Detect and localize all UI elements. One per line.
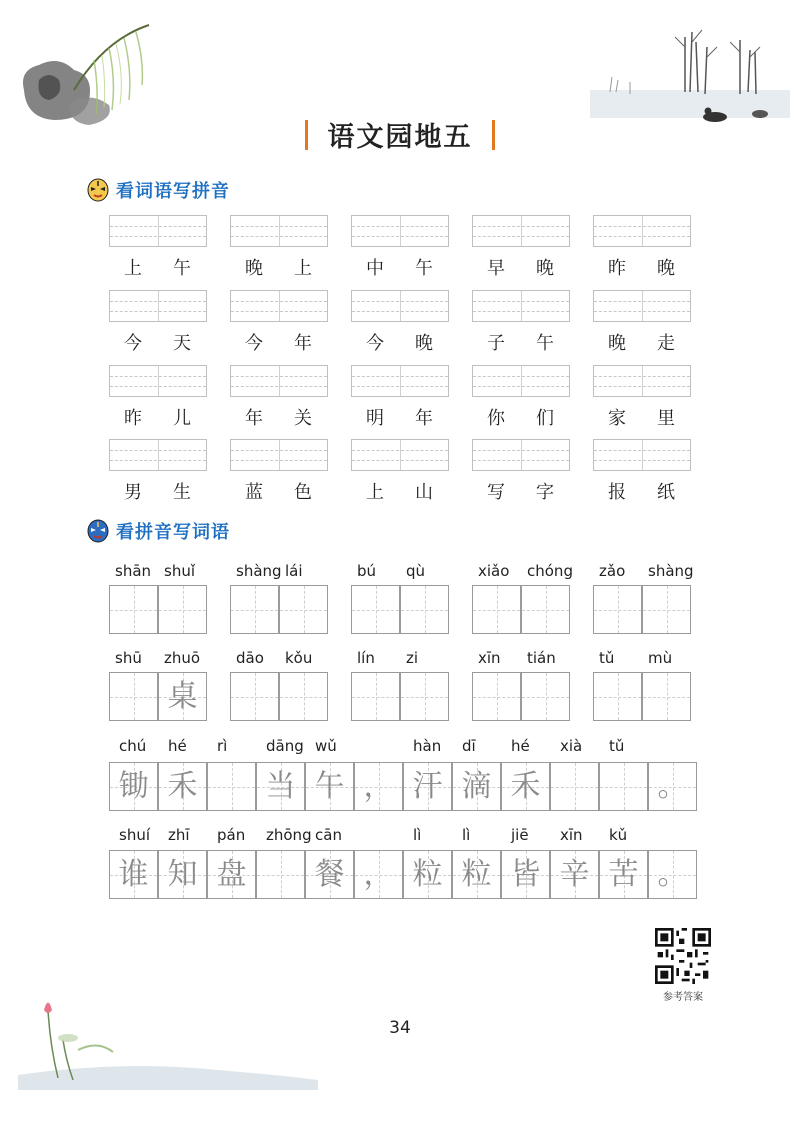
- tian-zi-ge-cell[interactable]: [109, 585, 158, 634]
- pinyin-label: mù: [648, 649, 673, 667]
- written-character: [352, 586, 399, 633]
- word-character: 里: [657, 408, 675, 429]
- word-character: 晚: [608, 333, 626, 354]
- tian-zi-ge-cell[interactable]: [400, 672, 449, 721]
- poem-pinyin: zhōng: [266, 826, 312, 844]
- written-character: [643, 673, 690, 720]
- poem-pinyin: jiē: [511, 826, 529, 844]
- poem-cell[interactable]: [207, 762, 256, 811]
- poem-cell[interactable]: [403, 762, 452, 811]
- poem-cell[interactable]: [256, 850, 305, 899]
- qr-label: 参考答案: [663, 992, 703, 1003]
- poem-pinyin: wǔ: [315, 737, 337, 755]
- poem-pinyin: pán: [217, 826, 246, 844]
- section2-title: 看拼音写词语: [116, 522, 230, 543]
- title-left-bar: [305, 120, 308, 150]
- pinyin-writing-box[interactable]: [230, 439, 328, 471]
- pinyin-label: shū: [115, 649, 142, 667]
- poem-character: [600, 763, 647, 810]
- poem-character: [257, 851, 304, 898]
- pinyin-label: zi: [406, 649, 419, 667]
- pinyin-label: xiǎo: [478, 562, 510, 580]
- poem-cell[interactable]: [158, 850, 207, 899]
- tian-zi-ge-cell[interactable]: [521, 585, 570, 634]
- word-character: 年: [415, 408, 433, 429]
- pinyin-label: lái: [285, 562, 303, 580]
- written-character: [401, 586, 448, 633]
- written-character: [643, 586, 690, 633]
- tian-zi-ge-cell[interactable]: [593, 585, 642, 634]
- written-character: [231, 586, 278, 633]
- word-character: 们: [536, 408, 554, 429]
- poem-cell[interactable]: [207, 850, 256, 899]
- pinyin-writing-box[interactable]: [351, 290, 449, 322]
- poem-cell[interactable]: [305, 762, 354, 811]
- section2-heading: [86, 516, 230, 546]
- poem-pinyin: hé: [168, 737, 187, 755]
- poem-character: ，: [363, 857, 394, 892]
- word-character: 子: [487, 333, 505, 354]
- word-character: 儿: [173, 408, 191, 429]
- pinyin-writing-box[interactable]: [593, 215, 691, 247]
- pinyin-label: shàng: [648, 562, 694, 580]
- word-character: 关: [294, 408, 312, 429]
- pinyin-writing-box[interactable]: [472, 365, 570, 397]
- tian-zi-ge-cell[interactable]: [230, 585, 279, 634]
- poem-cell[interactable]: [599, 762, 648, 811]
- poem-cell[interactable]: [354, 850, 403, 899]
- word-character: 色: [294, 482, 312, 503]
- pinyin-label: chóng: [527, 562, 573, 580]
- poem-character: ，: [363, 769, 394, 804]
- pinyin-writing-box[interactable]: [230, 215, 328, 247]
- poem-cell[interactable]: [305, 850, 354, 899]
- pinyin-label: tǔ: [599, 649, 615, 667]
- written-character: [594, 586, 641, 633]
- pinyin-label: tián: [527, 649, 556, 667]
- written-character: [594, 673, 641, 720]
- pinyin-writing-box[interactable]: [472, 439, 570, 471]
- word-character: 晚: [657, 258, 675, 279]
- pinyin-writing-box[interactable]: [109, 365, 207, 397]
- opera-mask-icon: [86, 178, 110, 202]
- poem-cell[interactable]: [403, 850, 452, 899]
- pinyin-writing-box[interactable]: [472, 290, 570, 322]
- lotus-illustration: [18, 990, 318, 1090]
- word-character: 昨: [124, 408, 142, 429]
- pinyin-label: bú: [357, 562, 377, 580]
- written-character: [280, 673, 327, 720]
- poem-character: [208, 763, 255, 810]
- tian-zi-ge-cell[interactable]: [279, 672, 328, 721]
- word-character: 生: [173, 482, 191, 503]
- poem-pinyin: lì: [462, 826, 471, 844]
- pinyin-writing-box[interactable]: [593, 290, 691, 322]
- page-title-wrap: [0, 115, 800, 154]
- tian-zi-ge-cell[interactable]: [158, 672, 207, 721]
- poem-cell[interactable]: [452, 850, 501, 899]
- written-character: [522, 673, 569, 720]
- written-character: 桌: [167, 679, 198, 714]
- word-character: 今: [245, 333, 263, 354]
- poem-pinyin: kǔ: [609, 826, 628, 844]
- pinyin-label: shān: [115, 562, 152, 580]
- poem-cell[interactable]: [550, 850, 599, 899]
- written-character: [473, 673, 520, 720]
- pinyin-writing-box[interactable]: [472, 215, 570, 247]
- poem-character: 当: [265, 769, 296, 804]
- poem-character: 锄: [118, 769, 149, 804]
- poem-pinyin: dī: [462, 737, 476, 755]
- pinyin-label: kǒu: [285, 649, 313, 667]
- word-character: 午: [415, 258, 433, 279]
- word-character: 上: [124, 258, 142, 279]
- word-character: 年: [294, 333, 312, 354]
- poem-cell[interactable]: [354, 762, 403, 811]
- poem-pinyin: lì: [413, 826, 422, 844]
- poem-pinyin: rì: [217, 737, 228, 755]
- pinyin-writing-box[interactable]: [230, 290, 328, 322]
- poem-pinyin: chú: [119, 737, 147, 755]
- poem-character: 禾: [167, 769, 198, 804]
- pinyin-label: xīn: [478, 649, 501, 667]
- word-character: 昨: [608, 258, 626, 279]
- word-character: 明: [366, 408, 384, 429]
- qr-code[interactable]: [655, 928, 711, 984]
- poem-cell[interactable]: [109, 850, 158, 899]
- poem-pinyin: xià: [560, 737, 583, 755]
- word-character: 午: [173, 258, 191, 279]
- poem-pinyin: hé: [511, 737, 530, 755]
- written-character: [110, 586, 157, 633]
- poem-character: 午: [314, 769, 345, 804]
- poem-character: 禾: [510, 769, 541, 804]
- word-character: 蓝: [245, 482, 263, 503]
- title-right-bar: [492, 120, 495, 150]
- poem-pinyin: shuí: [119, 826, 150, 844]
- word-character: 今: [366, 333, 384, 354]
- pinyin-writing-box[interactable]: [593, 439, 691, 471]
- pinyin-label: zǎo: [599, 562, 626, 580]
- word-character: 年: [245, 408, 263, 429]
- tian-zi-ge-cell[interactable]: [642, 585, 691, 634]
- pinyin-label: qù: [406, 562, 426, 580]
- tian-zi-ge-cell[interactable]: [400, 585, 449, 634]
- poem-cell[interactable]: [501, 762, 550, 811]
- word-character: 纸: [657, 482, 675, 503]
- written-character: [352, 673, 399, 720]
- poem-cell[interactable]: [158, 762, 207, 811]
- pinyin-writing-box[interactable]: [230, 365, 328, 397]
- word-character: 晚: [536, 258, 554, 279]
- word-character: 晚: [415, 333, 433, 354]
- pinyin-writing-box[interactable]: [109, 215, 207, 247]
- word-character: 上: [366, 482, 384, 503]
- tian-zi-ge-cell[interactable]: [351, 672, 400, 721]
- poem-character: 汗: [412, 769, 443, 804]
- word-character: 今: [124, 333, 142, 354]
- word-character: 家: [608, 408, 626, 429]
- word-character: 写: [487, 482, 505, 503]
- page-title: 语文园地五: [327, 122, 473, 153]
- pinyin-label: lín: [357, 649, 375, 667]
- poem-character: [551, 763, 598, 810]
- written-character: [401, 673, 448, 720]
- pinyin-writing-box[interactable]: [593, 365, 691, 397]
- blue-mask-icon: [86, 519, 110, 543]
- poem-character: 滴: [461, 769, 492, 804]
- word-character: 报: [608, 482, 626, 503]
- poem-character: 粒: [412, 857, 443, 892]
- pinyin-label: shuǐ: [164, 562, 195, 580]
- poem-character: 辛: [559, 857, 590, 892]
- poem-pinyin: zhī: [168, 826, 190, 844]
- word-character: 走: [657, 333, 675, 354]
- written-character: [522, 586, 569, 633]
- written-character: [159, 586, 206, 633]
- poem-pinyin: tǔ: [609, 737, 625, 755]
- poem-character: 。: [657, 857, 688, 892]
- tian-zi-ge-cell[interactable]: [230, 672, 279, 721]
- section1-heading: [86, 175, 230, 205]
- poem-cell[interactable]: [452, 762, 501, 811]
- word-character: 天: [173, 333, 191, 354]
- poem-character: 谁: [118, 857, 149, 892]
- poem-cell[interactable]: [256, 762, 305, 811]
- poem-cell[interactable]: [648, 762, 697, 811]
- section1-title: 看词语写拼音: [116, 181, 230, 202]
- page-number: 34: [389, 1018, 411, 1038]
- tian-zi-ge-cell[interactable]: [642, 672, 691, 721]
- poem-cell[interactable]: [599, 850, 648, 899]
- poem-pinyin: cān: [315, 826, 342, 844]
- poem-cell[interactable]: [109, 762, 158, 811]
- word-character: 上: [294, 258, 312, 279]
- word-character: 山: [415, 482, 433, 503]
- word-character: 早: [487, 258, 505, 279]
- pinyin-label: dāo: [236, 649, 264, 667]
- tian-zi-ge-cell[interactable]: [593, 672, 642, 721]
- pinyin-writing-box[interactable]: [351, 439, 449, 471]
- word-character: 男: [124, 482, 142, 503]
- pinyin-writing-box[interactable]: [109, 290, 207, 322]
- pinyin-writing-box[interactable]: [351, 215, 449, 247]
- poem-pinyin: xīn: [560, 826, 583, 844]
- poem-character: 粒: [461, 857, 492, 892]
- word-character: 中: [366, 258, 384, 279]
- tian-zi-ge-cell[interactable]: [109, 672, 158, 721]
- poem-character: 。: [657, 769, 688, 804]
- tian-zi-ge-cell[interactable]: [279, 585, 328, 634]
- word-character: 你: [487, 408, 505, 429]
- tian-zi-ge-cell[interactable]: [158, 585, 207, 634]
- tian-zi-ge-cell[interactable]: [472, 585, 521, 634]
- poem-character: 盘: [216, 857, 247, 892]
- written-character: [231, 673, 278, 720]
- poem-character: 餐: [314, 857, 345, 892]
- pinyin-label: shàng: [236, 562, 282, 580]
- word-character: 午: [536, 333, 554, 354]
- pinyin-writing-box[interactable]: [109, 439, 207, 471]
- poem-cell[interactable]: [550, 762, 599, 811]
- written-character: [473, 586, 520, 633]
- tian-zi-ge-cell[interactable]: [521, 672, 570, 721]
- written-character: [110, 673, 157, 720]
- poem-character: 知: [167, 857, 198, 892]
- poem-character: 苦: [608, 857, 639, 892]
- tian-zi-ge-cell[interactable]: [351, 585, 400, 634]
- tian-zi-ge-cell[interactable]: [472, 672, 521, 721]
- poem-pinyin: dāng: [266, 737, 304, 755]
- word-character: 字: [536, 482, 554, 503]
- word-character: 晚: [245, 258, 263, 279]
- pinyin-label: zhuō: [164, 649, 201, 667]
- poem-pinyin: hàn: [413, 737, 442, 755]
- poem-cell[interactable]: [501, 850, 550, 899]
- written-character: [280, 586, 327, 633]
- poem-character: 皆: [510, 857, 541, 892]
- pinyin-writing-box[interactable]: [351, 365, 449, 397]
- poem-cell[interactable]: [648, 850, 697, 899]
